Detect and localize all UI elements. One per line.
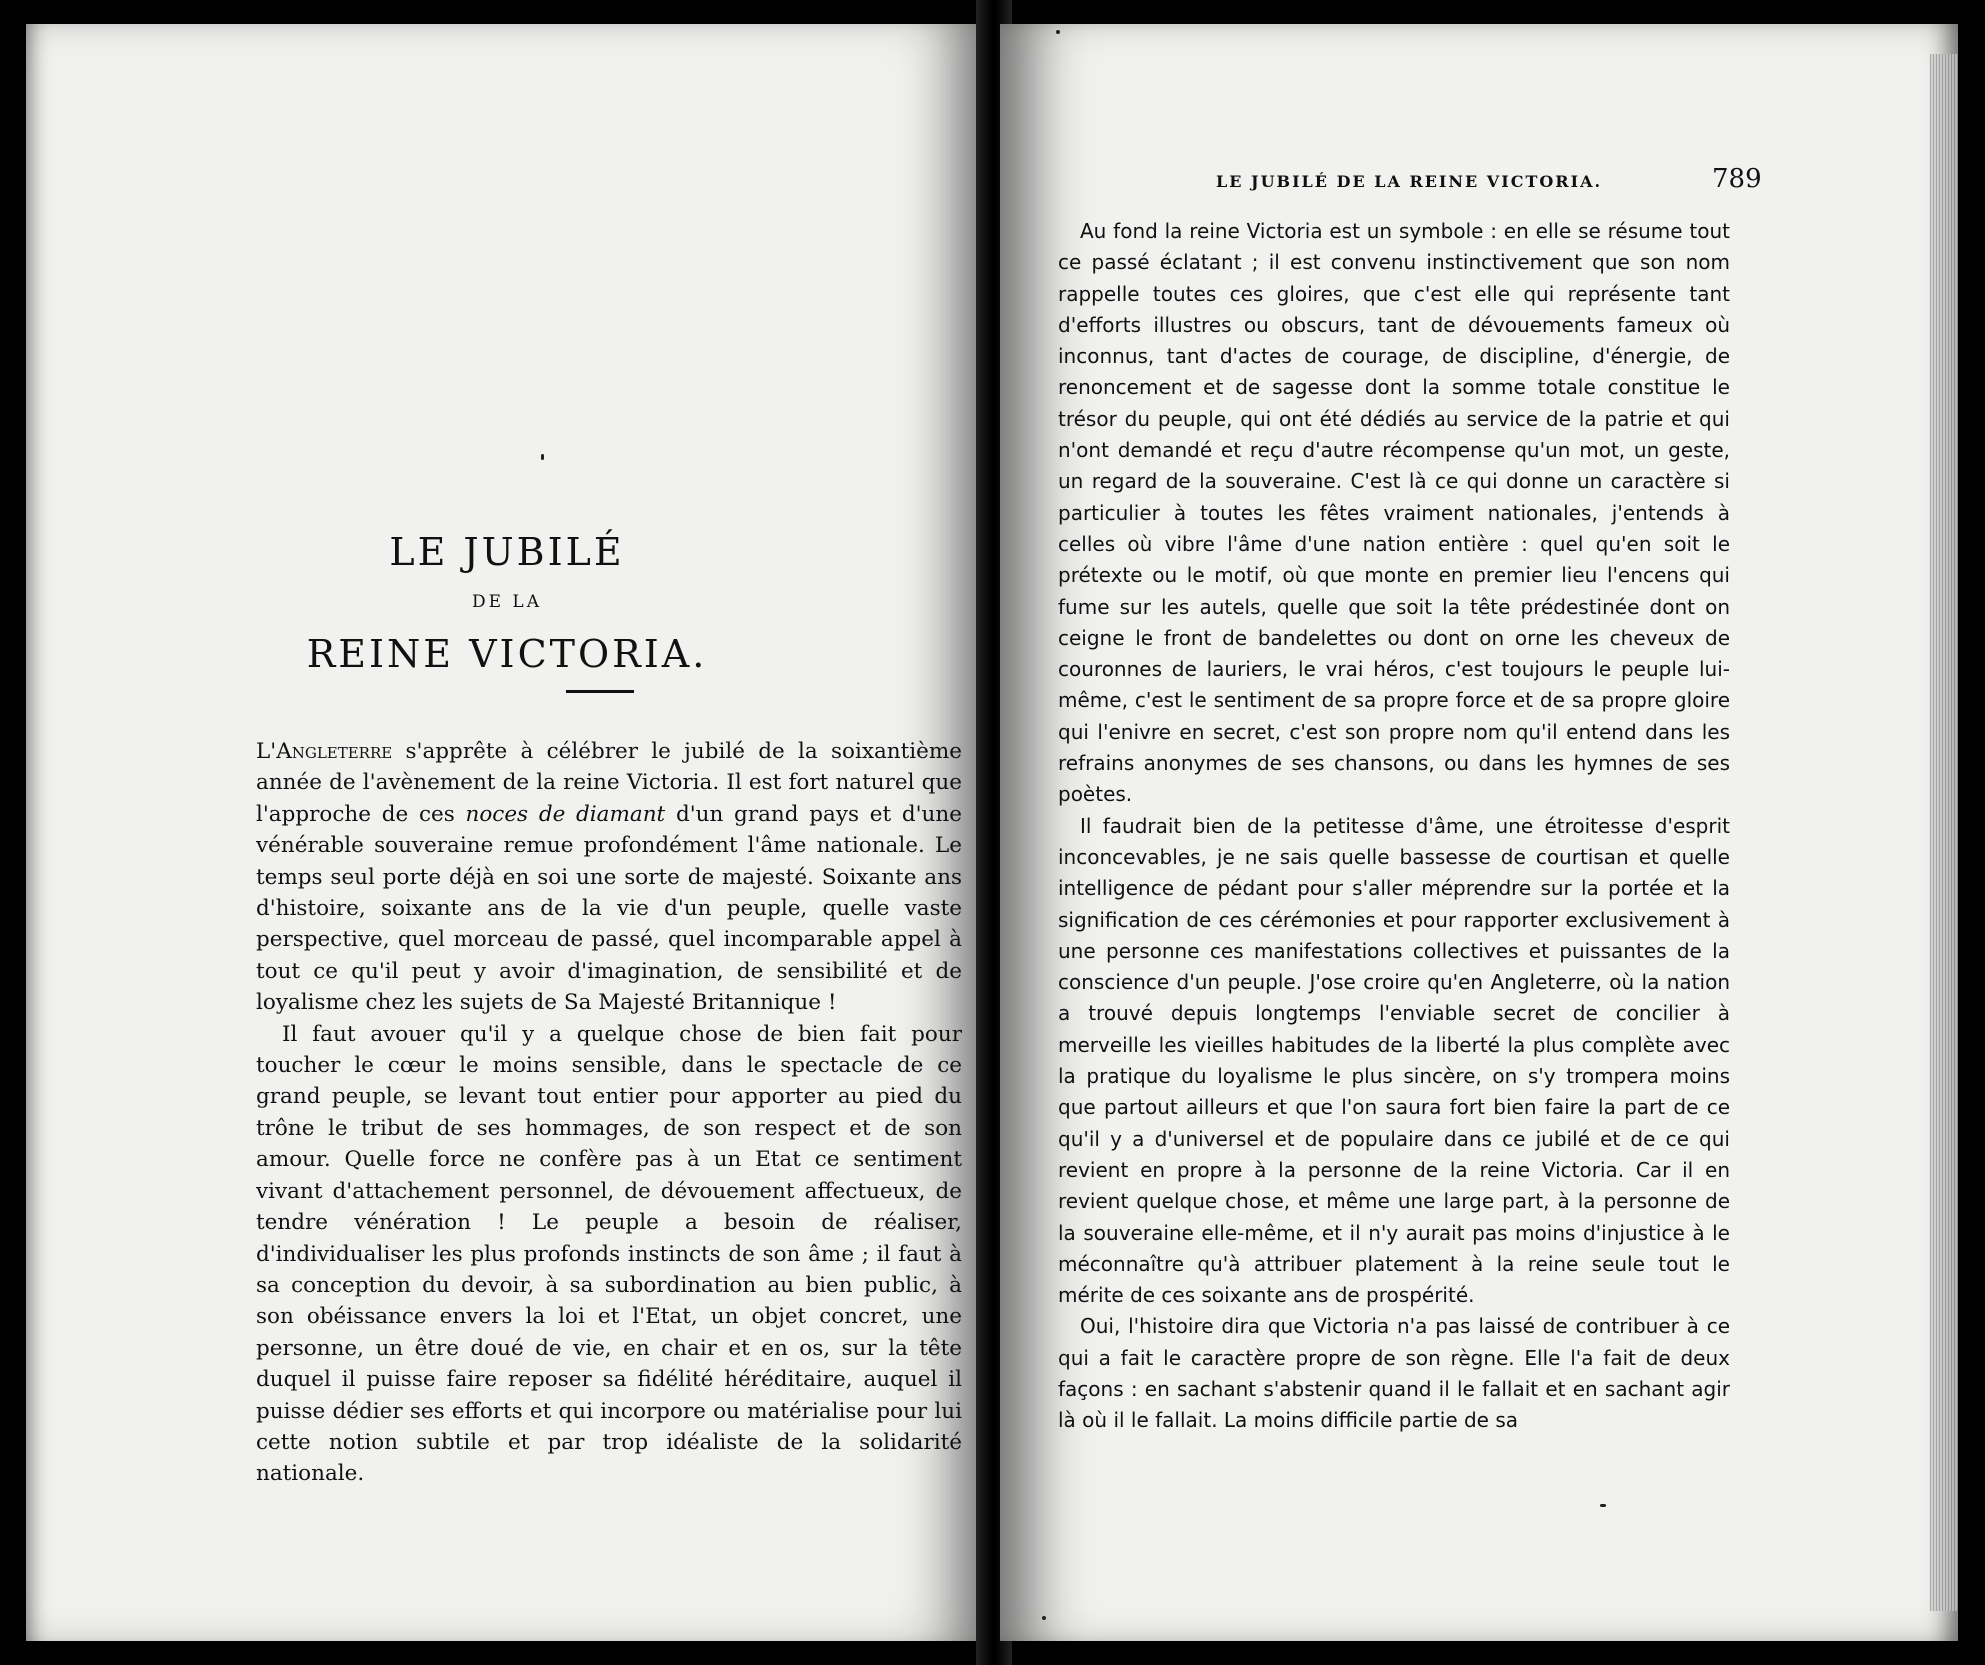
left-paragraph-1-part-2: d'un grand pays et d'une vénérable souveraine remue profondément l'âme nationale. Le temps seul porte déjà en soi une sorte de majesté. Soixante ans d'histoire, soixante ans de la vie d'un peuple, quelle vaste perspective, quel morceau de passé, quel incomparable appel à tout ce qu'il peut y avoir d'imagination, de sensibilité et de loyalisme chez les sujets de Sa Majesté Britannique ! <box>256 801 962 1016</box>
title-line-3: REINE VICTORIA. <box>306 632 708 676</box>
left-page <box>26 24 988 1641</box>
title-rule <box>566 690 634 693</box>
opening-word: L'Angleterre <box>256 739 393 764</box>
left-paragraph-1-italic: noces de diamant <box>465 801 666 827</box>
right-body-text <box>1058 216 1730 1437</box>
scan-speck <box>541 454 544 460</box>
right-paragraph-3: Oui, l'histoire dira que Victoria n'a pas laissé de contribuer à ce qui a fait le caractère propre de son règne. Elle l'a fait de deux façons : en sachant s'abstenir quand il le fallait et en sachant agir là où il le fallait. La moins difficile partie de sa <box>1058 1314 1730 1433</box>
page-edges <box>1930 54 1958 1611</box>
right-paragraph-2: Il faudrait bien de la petitesse d'âme, une étroitesse d'esprit inconcevables, je ne sais quelle bassesse de courtisan et quelle intelligence de pédant pour s'aller méprendre sur la portée et la signification de ces cérémonies et pour rapporter exclusivement à une personne ces manifestations collectives et puissantes de la conscience d'un peuple. J'ose croire qu'en Angleterre, où la nation a trouvé depuis longtemps l'enviable secret de concilier à merveille les vieilles habitudes de la liberté la plus complète avec la pratique du loyalisme le plus sincère, on s'y trompera moins que partout ailleurs et que l'on saura fort bien faire la part de ce qu'il y a d'universel et de populaire dans ce jubilé et de ce qui revient en propre à la personne de la reine Victoria. Car il en revient quelque chose, et même une large part, à la personne de la souveraine elle-même, et il n'y aurait pas moins d'injustice à le méconnaître qu'à attribuer platement à la reine seule tout le mérite de ces soixante ans de prospérité. <box>1058 813 1730 1308</box>
title-line-1: LE JUBILÉ <box>389 530 625 574</box>
title-line-2: DE LA <box>471 592 542 612</box>
right-page <box>1000 24 1958 1641</box>
left-paragraph-2: Il faut avouer qu'il y a quelque chose de bien fait pour toucher le cœur le moins sensible, dans le spectacle de ce grand peuple, se levant tout entier pour apporter au pied du trône le tribut de ses hommages, de son respect et de son amour. Quelle force ne confère pas à un Etat ce sentiment vivant d'attachement personnel, de dévouement affectueux, de tendre vénération ! Le peuple a besoin de réaliser, d'individualiser les plus profonds instincts de son âme ; il faut à sa conception du devoir, à sa subordination au bien public, à son obéissance envers la loi et l'Etat, un objet concret, une personne, un être doué de vie, en chair et en os, sur la tête duquel il puisse faire reposer sa fidélité héréditaire, auquel il puisse dédier ses efforts et qui incorpore ou matérialise pour lui cette notion subtile et par trop idéaliste de la solidarité nationale. <box>256 1021 962 1487</box>
scan-speck <box>1042 1616 1046 1620</box>
left-paragraph-1 <box>256 736 962 1019</box>
left-paragraph-1-part-1: s'apprête à célébrer le jubilé de la soixantième année de l'avènement de la reine Victoria. Il est fort naturel que l'approche de ces <box>256 739 962 827</box>
scan-speck <box>1600 1504 1606 1507</box>
scan-speck <box>1056 30 1060 34</box>
page-number: 789 <box>1712 164 1762 194</box>
running-head: LE JUBILÉ DE LA REINE VICTORIA. <box>1216 172 1603 191</box>
left-body-text <box>256 736 962 1490</box>
right-paragraph-1: Au fond la reine Victoria est un symbole : en elle se résume tout ce passé éclatant ; il est convenu instinctivement que son nom rappelle toutes ces gloires, que c'est elle qui représente tant d'efforts illustres ou obscurs, tant de dévouements fameux où inconnus, tant d'actes de courage, de discipline, d'énergie, de renoncement et de sagesse dont la somme totale constitue le trésor du peuple, qui ont été dédiés au service de la patrie et qui n'ont demandé et reçu d'autre récompense qu'un mot, un geste, un regard de la souveraine. C'est là ce qui donne un caractère si particulier à toutes les fêtes vraiment nationales, j'entends à celles où vibre l'âme d'une nation entière : quel qu'en soit le prétexte ou le motif, où que monte en premier lieu l'encens qui fume sur les autels, quelle que soit la tête prédestinée dont on ceigne le front de bandelettes ou dont on orne les cheveux de couronnes de lauriers, le vrai héros, c'est toujours le peuple lui-même, c'est le sentiment de sa propre force et de sa propre gloire qui l'enivre en secret, c'est son propre nom qu'il entend dans les refrains anonymes de ses chansons, ou dans les hymnes de ses poètes. <box>1058 219 1730 807</box>
